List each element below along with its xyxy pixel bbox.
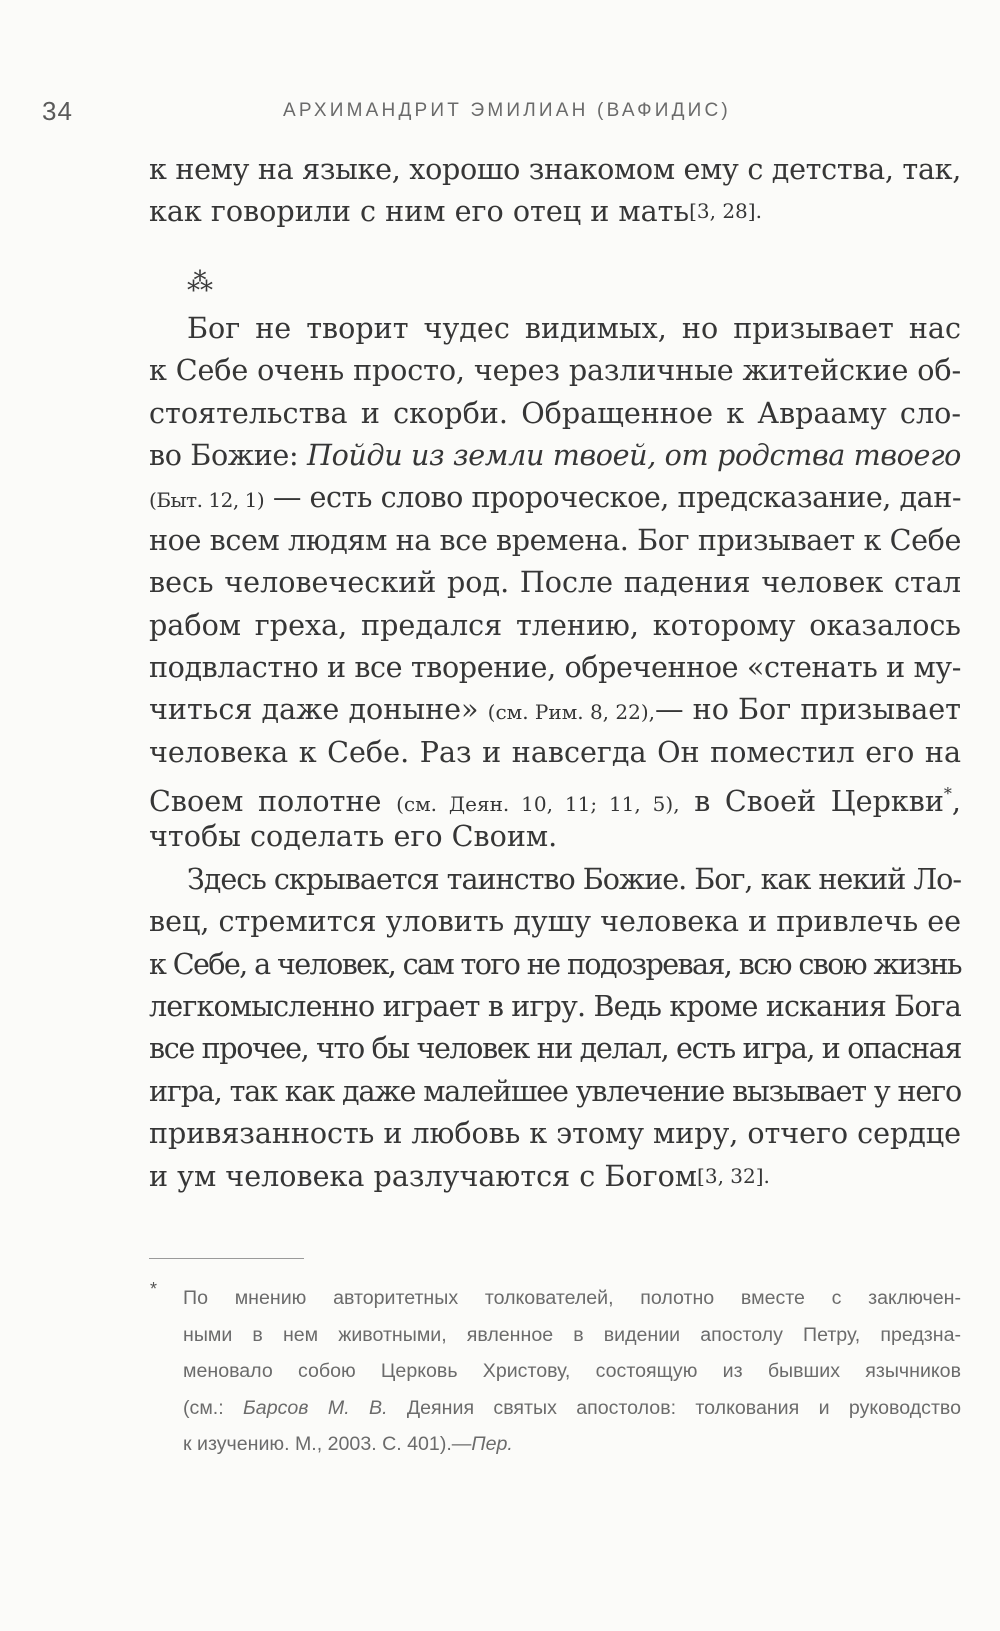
- page-number: 34: [42, 96, 73, 126]
- text-line: ное всем людям на все времена. Бог призывает к Себе: [149, 522, 961, 557]
- footnote-marker: *: [150, 1279, 158, 1299]
- text-line: человека к Себе. Раз и навсегда Он поместил его на: [149, 734, 961, 769]
- text-line: весь человеческий род. После падения человек стал: [149, 565, 961, 600]
- text-line: все прочее, что бы человек ни делал, есть игра, и опасная: [149, 1031, 961, 1066]
- main-text: [149, 148, 961, 1197]
- text-line: и ум человека разлучаются с Богом [3, 32].: [149, 1155, 961, 1197]
- citation: [3, 28].: [689, 199, 762, 224]
- text-line: как говорили с ним его отец и мать [3, 28].: [149, 190, 961, 232]
- footnote-line: ными в нем животными, явленное в видении апостолу Петру, предзна-: [183, 1323, 961, 1346]
- text-line: Своем полотне (см. Деян. 10, 11; 11, 5), в Своей Церкви*,: [149, 784, 961, 819]
- paragraph: [149, 307, 961, 858]
- section-ornament: [149, 259, 961, 307]
- text-line: вец, стремится уловить душу человека и привлечь ее: [149, 904, 961, 939]
- running-title: АРХИМАНДРИТ ЭМИЛИАН (ВАФИДИС): [283, 100, 731, 121]
- footnote-line: меновало собою Церковь Христову, состоящую из бывших язычников: [183, 1360, 961, 1382]
- asterism-icon: ⁂: [187, 267, 213, 298]
- translator-note: Пер.: [471, 1433, 513, 1455]
- text-line: чтобы соделать его Своим.: [149, 819, 558, 854]
- citation: (Быт. 12, 1): [149, 488, 265, 513]
- footnote-line: По мнению авторитетных толкователей, полотно вместе с заключен-: [183, 1287, 961, 1309]
- text-line: подвластно и все творение, обреченное «стенать и му-: [149, 649, 961, 684]
- footnote-divider: [149, 1258, 304, 1259]
- text-line: рабом греха, предался тлению, которому оказалось: [149, 607, 961, 642]
- citation: [3, 32].: [697, 1163, 770, 1188]
- paragraph: [149, 858, 961, 1197]
- text-line: стоятельства и скорби. Обращенное к Аврааму сло-: [149, 395, 961, 430]
- citation: (см. Рим. 8, 22),: [487, 700, 655, 725]
- footnote: [183, 1280, 961, 1463]
- text-line: (Быт. 12, 1) — есть слово пророческое, предсказание, дан-: [149, 480, 962, 515]
- scripture-quote: Пойди из земли твоей, от родства твоего: [307, 437, 961, 472]
- author-name: Барсов М. В.: [243, 1396, 388, 1419]
- citation: (см. Деян. 10, 11; 11, 5),: [396, 792, 680, 817]
- footnote-line: (см.: Барсов М. В. Деяния святых апостолов: толкования и руководство: [183, 1396, 962, 1419]
- text-line: читься даже доныне» (см. Рим. 8, 22),— но Бог призывает: [149, 692, 961, 727]
- text-line: Здесь скрывается таинство Божие. Бог, как некий Ло-: [187, 861, 961, 896]
- text-line: легкомысленно играет в игру. Ведь кроме искания Бога: [149, 989, 961, 1024]
- text-line: к Себе, а человек, сам того не подозревая, всю свою жизнь: [149, 946, 961, 981]
- text-line: во Божие: Пойди из земли твоей, от родства твоего: [149, 437, 961, 472]
- footnote-marker: *: [943, 784, 952, 804]
- text-line: игра, так как даже малейшее увлечение вызывает у него: [149, 1073, 962, 1108]
- footnote-line: к изучению. М., 2003. С. 401).— Пер.: [183, 1426, 961, 1463]
- text-line: Бог не творит чудес видимых, но призывает нас: [187, 310, 961, 345]
- text-line: к нему на языке, хорошо знакомом ему с детства, так,: [149, 152, 961, 186]
- text-line: к Себе очень просто, через различные житейские об-: [149, 353, 961, 388]
- text-line: привязанность и любовь к этому миру, отчего сердце: [149, 1116, 961, 1151]
